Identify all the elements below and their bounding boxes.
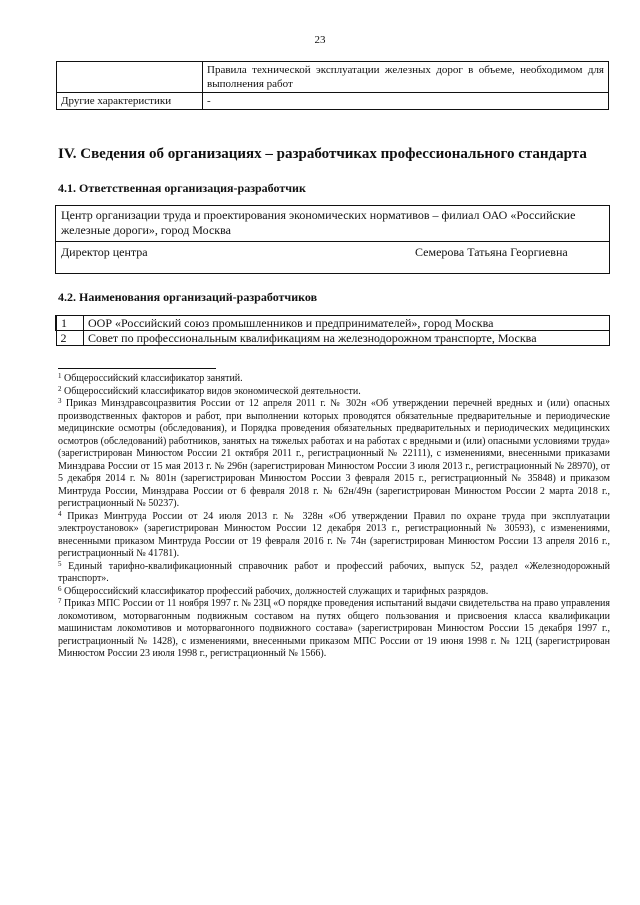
footnote-text: Общероссийский классификатор профессий рабочих, должностей служащих и тарифных разрядов.: [64, 585, 489, 597]
table-row: [57, 93, 609, 110]
footnote-number: 5: [58, 559, 62, 568]
footnote: [58, 398, 610, 511]
responsible-organization-box: [55, 205, 610, 274]
table-row: [56, 316, 610, 331]
footnote: [58, 373, 610, 386]
footnote: [58, 586, 610, 599]
footnote-text: Единый тарифно-квалификационный справочник работ и профессий рабочих, выпуск 52, раздел «Железнодорожный транспорт».: [58, 560, 611, 584]
table-cell-text: Правила технической эксплуатации железных дорог в объеме, необходимом для выполнения работ: [203, 62, 609, 93]
subsection-title-developers: 4.2. Наименования организаций-разработчиков: [58, 290, 318, 304]
director-row: [55, 242, 610, 274]
footnote: [58, 598, 610, 661]
top-characteristics-table: [56, 61, 609, 110]
row-number: 2: [56, 331, 84, 346]
footnote-number: 6: [58, 584, 62, 593]
footnote-number: 3: [58, 397, 62, 405]
footnotes: [58, 373, 610, 661]
table-cell-empty: [57, 62, 203, 93]
footnote-number: 4: [58, 509, 62, 518]
table-cell-label: Другие характеристики: [57, 93, 203, 110]
footnote: [58, 511, 610, 561]
director-name: Семерова Татьяна Георгиевна: [415, 245, 568, 259]
table-row: [56, 331, 610, 346]
footnote: [58, 386, 610, 399]
developers-table: [55, 315, 610, 346]
page-number: 23: [314, 34, 326, 46]
footnote-number: 1: [58, 372, 62, 380]
table-row: [57, 62, 609, 93]
section-title: IV. Сведения об организациях – разработчиках профессионального стандарта: [58, 146, 587, 162]
footnote-text: Приказ Минтруда России от 24 июля 2013 г. № 328н «Об утверждении Правил по охране труда при эксплуатации электроустановок» (зарегистрирован Минюстом России 12 декабря 2013 г., регистрационный № 30593), с изменениями, внесенными приказом Минтруда России от 19 февраля 2016 г. № 74н (зарегистрирован Минюстом России 13 апреля 2016 г., регистрационный № 41781).: [58, 510, 611, 559]
table-cell-text: -: [203, 93, 609, 110]
footnote-text: Общероссийский классификатор видов экономической деятельности.: [64, 385, 361, 397]
footnote-text: Приказ Минздравсоцразвития России от 12 апреля 2011 г. № 302н «Об утверждении перечней вредных и (или) опасных производственных факторов и работ, при выполнении которых проводятся обязательные предварительные и периодические медицинские осмотры (обследования), и Порядка проведения обязательных предварительных и периодических медицинских осмотров (обследований) работников, занятых на тяжелых работах и на работах с вредными и (или) опасными условиями труда» (зарегистрирован Минюстом России 21 октября 2011 г., регистрационный № 22111), с изменениями, внесенными приказами Минздрава России от 15 мая 2013 г. № 296н (зарегистрирован Минюстом России 3 июля 2013 г., регистрационный № 28970), от 5 декабря 2014 г. № 801н (зарегистрирован Минюстом России 3 февраля 2015 г., регистрационный № 35848) и приказом Минтруда России, Минздрава России от 6 февраля 2018 г. № 62н/49н (зарегистрирован Минюстом России 2 марта 2018 г., регистрационный № 50237).: [58, 398, 610, 509]
footnote-number: 2: [58, 384, 62, 393]
organization-cell: Совет по профессиональным квалификациям на железнодорожном транспорте, Москва: [84, 331, 610, 346]
organization-cell: ООР «Российский союз промышленников и предпринимателей», город Москва: [84, 316, 610, 331]
footnote-divider: [58, 368, 216, 369]
footnote-number: 7: [58, 597, 62, 605]
director-position: Директор центра: [61, 245, 148, 259]
footnote-text: Общероссийский классификатор занятий.: [64, 373, 243, 384]
row-number: 1: [56, 316, 84, 331]
subsection-title-responsible: 4.1. Ответственная организация-разработчик: [58, 181, 306, 195]
organization-name: Центр организации труда и проектирования экономических нормативов – филиал ОАО «Российские железные дороги», город Москва: [55, 205, 610, 242]
footnote: [58, 561, 610, 586]
footnote-text: Приказ МПС России от 11 ноября 1997 г. № 23Ц «О порядке проведения испытаний выдачи свидетельства на право управления локомотивом, моторвагонным подвижным составом на путях общего пользования и присвоения класса квалификации машинистам локомотивов и моторвагонного подвижного состава» (зарегистрирован Минюстом России 15 декабря 1997 г., регистрационный № 1428), с изменениями, внесенными приказом МПС России от 19 июня 1998 г. № 12Ц (зарегистрирован Минюстом России 23 июля 1998 г., регистрационный № 1566).: [58, 598, 611, 659]
